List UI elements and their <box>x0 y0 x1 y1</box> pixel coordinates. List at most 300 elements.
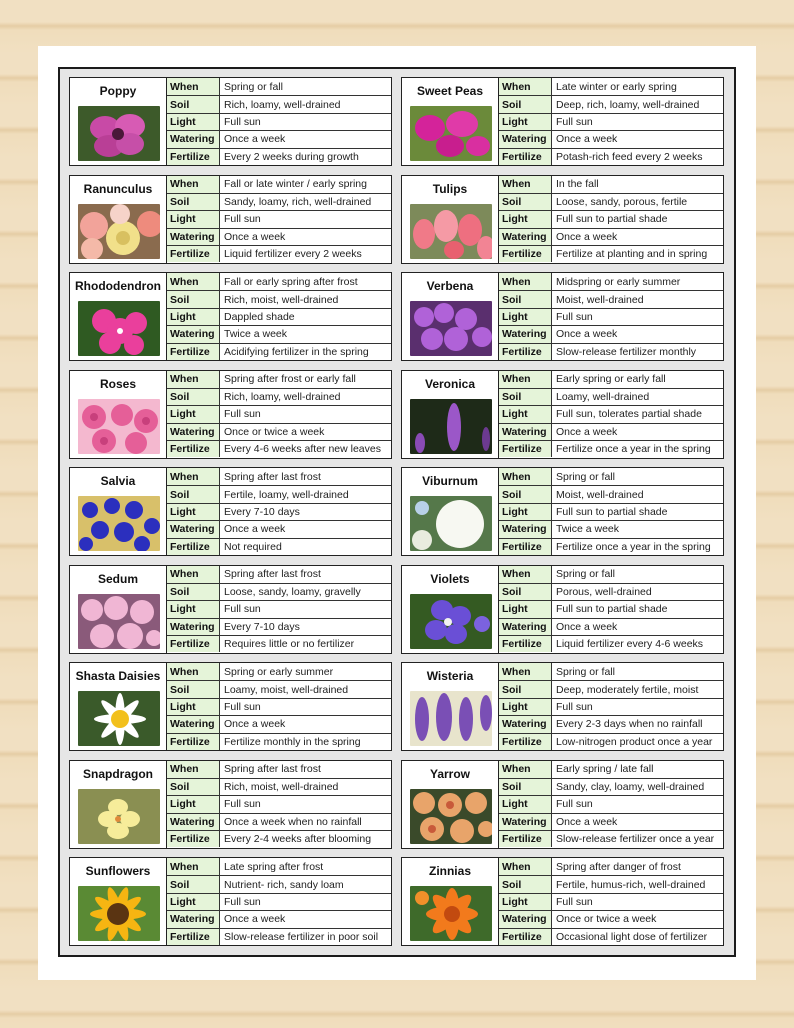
fertilize-value: Potash-rich feed every 2 weeks <box>556 150 703 163</box>
light-label: Light <box>499 894 552 910</box>
plant-name-box <box>401 467 499 556</box>
care-row-fertilize <box>499 538 723 555</box>
when-label: When <box>499 371 552 388</box>
when-value: Spring or fall <box>556 470 615 483</box>
care-row-light <box>499 795 723 812</box>
soil-value: Loose, sandy, porous, fertile <box>556 196 688 209</box>
light-label: Light <box>499 309 552 325</box>
watering-value: Once a week <box>556 620 618 633</box>
watering-value: Every 2-3 days when no rainfall <box>556 718 703 731</box>
plant-name-box <box>401 77 499 166</box>
watering-value: Once a week <box>556 328 618 341</box>
care-table <box>499 272 724 361</box>
care-row-fertilize <box>167 733 391 750</box>
plant-name: Zinnias <box>428 864 471 878</box>
care-row-soil <box>499 778 723 795</box>
fertilize-label: Fertilize <box>167 246 220 262</box>
care-row-watering <box>167 423 391 440</box>
when-value: Late spring after frost <box>224 860 324 873</box>
care-row-when <box>167 371 391 388</box>
soil-label: Soil <box>499 876 552 892</box>
plant-card <box>69 565 392 654</box>
light-value: Full sun <box>224 408 261 421</box>
fertilize-value: Requires little or no fertilizer <box>224 638 355 651</box>
soil-label: Soil <box>167 681 220 697</box>
soil-value: Rich, loamy, well-drained <box>224 391 341 404</box>
light-value: Dappled shade <box>224 310 295 323</box>
care-row-light <box>499 893 723 910</box>
when-value: Early spring or early fall <box>556 373 666 386</box>
plant-name: Sweet Peas <box>416 84 484 98</box>
when-label: When <box>167 566 220 583</box>
care-row-fertilize <box>167 538 391 555</box>
light-value: Full sun <box>224 603 261 616</box>
care-row-light <box>167 210 391 227</box>
watering-label: Watering <box>499 619 552 635</box>
plant-card <box>401 272 724 361</box>
care-row-fertilize <box>167 928 391 945</box>
plant-card <box>69 272 392 361</box>
when-label: When <box>167 663 220 680</box>
plant-name-box <box>401 857 499 946</box>
when-value: Spring after frost or early fall <box>224 373 356 386</box>
care-row-watering <box>167 813 391 830</box>
watering-label: Watering <box>499 424 552 440</box>
care-row-watering <box>167 520 391 537</box>
soil-label: Soil <box>167 486 220 502</box>
watering-label: Watering <box>167 424 220 440</box>
care-row-light <box>167 308 391 325</box>
plant-name: Sedum <box>97 571 138 586</box>
plant-name-box <box>69 370 167 459</box>
plant-card <box>69 857 392 946</box>
light-label: Light <box>167 699 220 715</box>
soil-label: Soil <box>499 291 552 307</box>
soil-label: Soil <box>167 291 220 307</box>
when-value: Spring or early summer <box>224 665 334 678</box>
plant-name: Tulips <box>432 181 468 196</box>
plant-name: Violets <box>430 571 470 586</box>
when-value: Spring or fall <box>556 568 615 581</box>
care-row-soil <box>499 875 723 892</box>
watering-value: Once a week <box>224 230 286 243</box>
when-label: When <box>499 761 552 778</box>
soil-value: Deep, moderately fertile, moist <box>556 683 699 696</box>
care-row-when <box>167 858 391 875</box>
care-row-watering <box>167 910 391 927</box>
when-label: When <box>167 273 220 290</box>
care-row-watering <box>499 325 723 342</box>
care-row-watering <box>499 520 723 537</box>
plant-name-box <box>69 272 167 361</box>
care-row-soil <box>167 290 391 307</box>
care-table <box>499 175 724 264</box>
care-table <box>167 175 392 264</box>
plant-card <box>401 760 724 849</box>
fertilize-value: Not required <box>224 540 282 553</box>
fertilize-value: Every 2 weeks during growth <box>224 150 359 163</box>
light-label: Light <box>167 406 220 422</box>
light-label: Light <box>167 601 220 617</box>
when-label: When <box>499 858 552 875</box>
light-label: Light <box>499 699 552 715</box>
chart-sheet <box>38 46 756 980</box>
care-row-fertilize <box>167 343 391 360</box>
plant-name: Yarrow <box>429 766 471 781</box>
plant-name: Poppy <box>99 84 137 98</box>
fertilize-label: Fertilize <box>167 344 220 360</box>
plant-card <box>401 175 724 264</box>
light-value: Full sun <box>224 700 261 713</box>
flower-photo <box>410 106 492 161</box>
watering-label: Watering <box>167 619 220 635</box>
when-label: When <box>499 566 552 583</box>
fertilize-value: Fertilize at planting and in spring <box>556 248 708 261</box>
plant-name-box <box>401 370 499 459</box>
plant-name: Wisteria <box>426 669 474 683</box>
light-value: Full sun <box>224 798 261 811</box>
care-row-watering <box>499 423 723 440</box>
when-label: When <box>167 468 220 485</box>
fertilize-value: Acidifying fertilizer in the spring <box>224 345 369 358</box>
care-row-soil <box>499 680 723 697</box>
care-row-when <box>167 761 391 778</box>
flower-photo <box>78 496 160 551</box>
soil-label: Soil <box>167 96 220 112</box>
when-label: When <box>499 663 552 680</box>
care-row-soil <box>499 95 723 112</box>
flower-photo <box>78 594 160 649</box>
soil-label: Soil <box>499 194 552 210</box>
plant-name: Viburnum <box>422 474 478 488</box>
watering-value: Once or twice a week <box>556 913 657 926</box>
care-row-soil <box>499 193 723 210</box>
care-row-when <box>499 566 723 583</box>
care-row-fertilize <box>499 440 723 457</box>
watering-label: Watering <box>167 521 220 537</box>
fertilize-label: Fertilize <box>499 441 552 457</box>
fertilize-label: Fertilize <box>499 344 552 360</box>
plant-grid <box>69 77 724 946</box>
fertilize-value: Slow-release fertilizer once a year <box>556 833 715 846</box>
flower-photo <box>410 301 492 356</box>
watering-label: Watering <box>499 814 552 830</box>
care-row-fertilize <box>499 245 723 262</box>
care-table <box>499 565 724 654</box>
flower-photo <box>410 789 492 844</box>
fertilize-label: Fertilize <box>167 441 220 457</box>
watering-label: Watering <box>499 716 552 732</box>
when-value: Spring after last frost <box>224 470 321 483</box>
care-table <box>167 662 392 751</box>
watering-value: Once or twice a week <box>224 425 325 438</box>
plant-name: Veronica <box>424 376 476 391</box>
plant-card <box>401 370 724 459</box>
care-row-light <box>167 698 391 715</box>
care-table <box>499 857 724 946</box>
care-row-when <box>167 468 391 485</box>
care-row-light <box>499 210 723 227</box>
soil-value: Sandy, clay, loamy, well-drained <box>556 781 705 794</box>
care-row-soil <box>167 583 391 600</box>
watering-label: Watering <box>499 911 552 927</box>
when-value: Spring after last frost <box>224 568 321 581</box>
light-value: Full sun <box>224 895 261 908</box>
plant-name-box <box>69 760 167 849</box>
plant-card <box>69 77 392 166</box>
care-table <box>499 760 724 849</box>
care-table <box>167 565 392 654</box>
light-label: Light <box>167 894 220 910</box>
care-row-soil <box>499 388 723 405</box>
plant-name: Verbena <box>426 279 474 293</box>
flower-photo <box>78 399 160 454</box>
soil-label: Soil <box>499 389 552 405</box>
care-row-when <box>499 858 723 875</box>
soil-value: Moist, well-drained <box>556 293 644 306</box>
plant-card <box>69 370 392 459</box>
care-row-watering <box>499 715 723 732</box>
flower-photo <box>410 886 492 941</box>
care-row-light <box>167 405 391 422</box>
light-value: Full sun to partial shade <box>556 603 668 616</box>
watering-label: Watering <box>167 911 220 927</box>
plant-name: Shasta Daisies <box>75 669 161 683</box>
plant-card <box>401 467 724 556</box>
care-row-fertilize <box>499 733 723 750</box>
care-table <box>499 370 724 459</box>
soil-value: Nutrient- rich, sandy loam <box>224 878 344 891</box>
fertilize-label: Fertilize <box>499 539 552 555</box>
when-label: When <box>499 176 552 193</box>
plant-name: Snapdragon <box>82 766 153 781</box>
light-label: Light <box>499 406 552 422</box>
care-row-watering <box>167 228 391 245</box>
watering-value: Twice a week <box>224 328 288 341</box>
care-row-watering <box>499 813 723 830</box>
care-table <box>167 272 392 361</box>
care-row-light <box>167 503 391 520</box>
soil-value: Fertile, humus-rich, well-drained <box>556 878 706 891</box>
when-value: Spring or fall <box>556 665 615 678</box>
plant-card <box>69 467 392 556</box>
soil-label: Soil <box>167 389 220 405</box>
soil-label: Soil <box>499 779 552 795</box>
light-label: Light <box>499 114 552 130</box>
care-table <box>167 370 392 459</box>
watering-label: Watering <box>499 521 552 537</box>
care-row-light <box>167 113 391 130</box>
soil-label: Soil <box>167 779 220 795</box>
care-row-fertilize <box>167 635 391 652</box>
care-row-fertilize <box>499 343 723 360</box>
plant-card <box>69 760 392 849</box>
watering-value: Once a week <box>556 425 618 438</box>
plant-card <box>69 662 392 751</box>
plant-name-box <box>69 857 167 946</box>
when-value: Fall or late winter / early spring <box>224 178 367 191</box>
care-row-watering <box>167 715 391 732</box>
soil-label: Soil <box>499 486 552 502</box>
light-label: Light <box>499 601 552 617</box>
care-row-soil <box>499 485 723 502</box>
fertilize-value: Fertilize once a year in the spring <box>556 540 711 553</box>
care-row-fertilize <box>167 440 391 457</box>
when-label: When <box>499 78 552 95</box>
soil-value: Rich, moist, well-drained <box>224 781 339 794</box>
flower-photo <box>78 301 160 356</box>
light-value: Full sun <box>224 213 261 226</box>
care-row-when <box>499 273 723 290</box>
when-label: When <box>167 176 220 193</box>
watering-value: Every 7-10 days <box>224 620 300 633</box>
care-row-soil <box>167 95 391 112</box>
care-row-when <box>167 663 391 680</box>
care-row-light <box>499 113 723 130</box>
plant-name: Roses <box>99 376 137 391</box>
light-value: Full sun <box>556 895 593 908</box>
fertilize-label: Fertilize <box>167 831 220 847</box>
light-value: Full sun <box>224 115 261 128</box>
flower-photo <box>410 204 492 259</box>
light-label: Light <box>167 504 220 520</box>
light-label: Light <box>167 211 220 227</box>
light-value: Full sun <box>556 798 593 811</box>
watering-label: Watering <box>167 131 220 147</box>
soil-value: Sandy, loamy, rich, well-drained <box>224 196 372 209</box>
fertilize-label: Fertilize <box>167 149 220 165</box>
watering-label: Watering <box>167 814 220 830</box>
watering-value: Once a week <box>224 718 286 731</box>
soil-label: Soil <box>499 96 552 112</box>
fertilize-label: Fertilize <box>167 539 220 555</box>
care-row-fertilize <box>499 635 723 652</box>
when-label: When <box>499 273 552 290</box>
plant-name-box <box>401 565 499 654</box>
care-row-watering <box>167 325 391 342</box>
care-row-fertilize <box>499 928 723 945</box>
care-table <box>167 467 392 556</box>
light-label: Light <box>499 211 552 227</box>
plant-name-box <box>401 662 499 751</box>
light-value: Full sun, tolerates partial shade <box>556 408 702 421</box>
fertilize-value: Every 2-4 weeks after blooming <box>224 833 372 846</box>
soil-label: Soil <box>499 584 552 600</box>
plant-name-box <box>401 175 499 264</box>
fertilize-label: Fertilize <box>499 246 552 262</box>
watering-label: Watering <box>499 229 552 245</box>
flower-photo <box>78 789 160 844</box>
plant-name-box <box>401 760 499 849</box>
when-value: Early spring / late fall <box>556 763 654 776</box>
when-value: In the fall <box>556 178 599 191</box>
plant-card <box>401 565 724 654</box>
when-label: When <box>499 468 552 485</box>
care-row-light <box>167 893 391 910</box>
care-row-soil <box>167 485 391 502</box>
when-label: When <box>167 858 220 875</box>
flower-photo <box>410 496 492 551</box>
care-row-soil <box>167 388 391 405</box>
when-value: Spring after danger of frost <box>556 860 681 873</box>
care-row-soil <box>167 193 391 210</box>
fertilize-value: Low-nitrogen product once a year <box>556 735 713 748</box>
plant-name-box <box>69 467 167 556</box>
watering-label: Watering <box>167 229 220 245</box>
watering-label: Watering <box>499 326 552 342</box>
care-row-fertilize <box>167 245 391 262</box>
watering-value: Once a week when no rainfall <box>224 815 362 828</box>
light-label: Light <box>499 504 552 520</box>
care-row-when <box>499 371 723 388</box>
care-table <box>499 662 724 751</box>
soil-value: Loose, sandy, loamy, gravelly <box>224 586 361 599</box>
care-row-light <box>499 600 723 617</box>
care-row-when <box>499 663 723 680</box>
care-table <box>499 467 724 556</box>
when-value: Midspring or early summer <box>556 275 681 288</box>
when-value: Fall or early spring after frost <box>224 275 358 288</box>
soil-value: Deep, rich, loamy, well-drained <box>556 98 700 111</box>
plant-name-box <box>69 662 167 751</box>
watering-value: Once a week <box>556 230 618 243</box>
flower-photo <box>78 106 160 161</box>
care-row-watering <box>499 130 723 147</box>
light-value: Full sun <box>556 115 593 128</box>
plant-name: Ranunculus <box>83 181 153 196</box>
fertilize-value: Liquid fertilizer every 2 weeks <box>224 248 362 261</box>
care-row-watering <box>499 228 723 245</box>
light-label: Light <box>167 796 220 812</box>
care-row-when <box>499 78 723 95</box>
fertilize-label: Fertilize <box>167 636 220 652</box>
care-row-soil <box>167 778 391 795</box>
plant-card <box>401 662 724 751</box>
care-row-watering <box>499 618 723 635</box>
flower-photo <box>410 691 492 746</box>
fertilize-label: Fertilize <box>167 734 220 750</box>
plant-name-box <box>69 175 167 264</box>
plant-card <box>401 77 724 166</box>
fertilize-label: Fertilize <box>167 929 220 945</box>
care-table <box>167 760 392 849</box>
watering-value: Once a week <box>224 133 286 146</box>
care-row-soil <box>167 875 391 892</box>
soil-label: Soil <box>167 876 220 892</box>
soil-value: Loamy, well-drained <box>556 391 650 404</box>
light-value: Full sun to partial shade <box>556 505 668 518</box>
care-row-when <box>167 566 391 583</box>
when-label: When <box>167 78 220 95</box>
care-row-light <box>499 308 723 325</box>
fertilize-value: Liquid fertilizer every 4-6 weeks <box>556 638 704 651</box>
plant-name-box <box>69 77 167 166</box>
watering-value: Once a week <box>556 133 618 146</box>
care-row-when <box>167 78 391 95</box>
flower-photo <box>410 594 492 649</box>
when-value: Late winter or early spring <box>556 80 677 93</box>
fertilize-label: Fertilize <box>499 929 552 945</box>
plant-name-box <box>69 565 167 654</box>
watering-value: Once a week <box>224 913 286 926</box>
care-row-watering <box>499 910 723 927</box>
soil-label: Soil <box>167 584 220 600</box>
soil-value: Moist, well-drained <box>556 488 644 501</box>
chart-frame <box>58 67 736 957</box>
plant-card <box>69 175 392 264</box>
light-value: Full sun <box>556 310 593 323</box>
care-row-when <box>499 176 723 193</box>
